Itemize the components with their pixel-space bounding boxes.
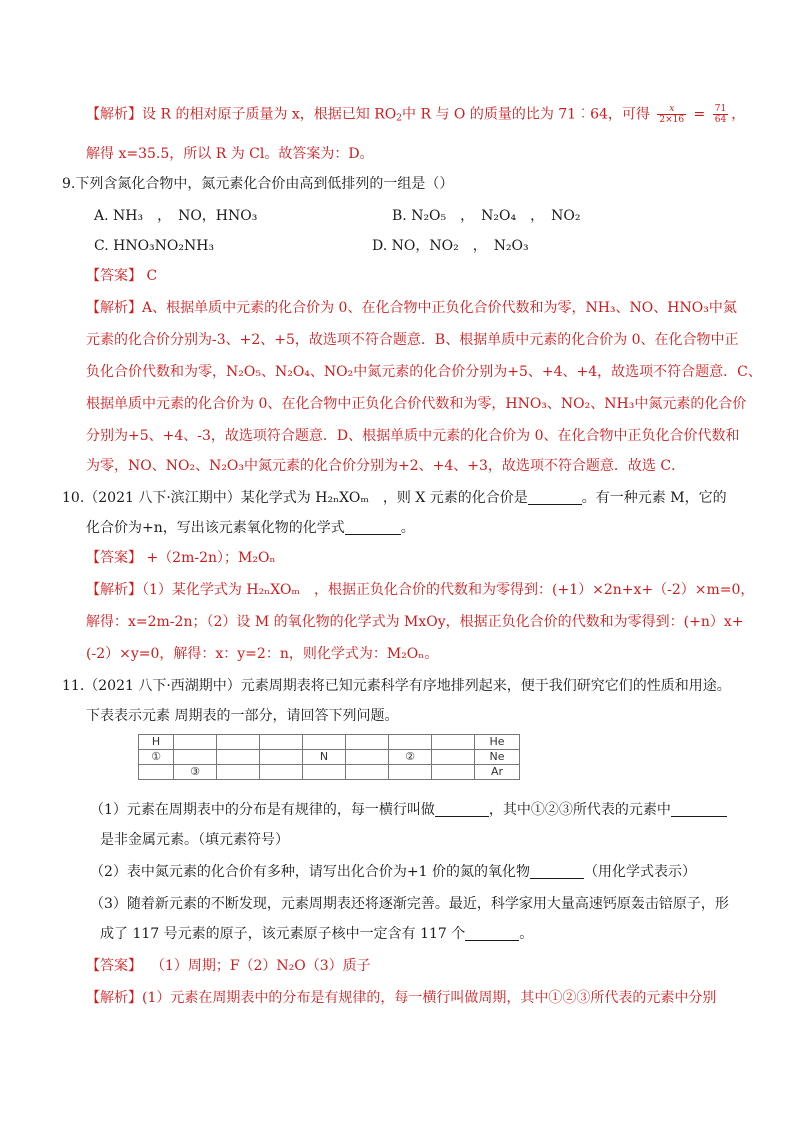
q11-sub3-line2 — [100, 924, 793, 944]
cell-r1-c8 — [432, 735, 475, 750]
q10-blank-1[interactable] — [528, 490, 582, 505]
q11-jiexi-line-1 — [86, 988, 793, 1008]
cell-r2-c6 — [346, 750, 389, 765]
q8-frac1-num: x — [657, 104, 686, 115]
q11-answer-tag: 【答案】 — [86, 958, 142, 974]
q9-option-c: C. HNO₃NO₂NH₃ — [94, 238, 215, 254]
q11-sub2-b: （用化学式表示） — [584, 864, 696, 880]
q8-jiexi-tag: 【解析】 — [86, 106, 142, 123]
q10-blank-2[interactable] — [345, 520, 401, 535]
q11-blank-2[interactable] — [671, 802, 727, 817]
cell-r1-c9: He — [475, 735, 520, 750]
cell-r2-c2 — [174, 750, 217, 765]
q11-stem-line2: 下表表示元素 周期表的一部分，请回答下列问题。 — [86, 708, 399, 724]
q11-blank-3[interactable] — [530, 864, 584, 879]
q10-jiexi-line-2: 解得：x=2m-2n；（2）设 M 的氧化物的化学式为 MxOy，根据正负化合价的代数和为零得到：(+n）x+ — [86, 614, 744, 630]
q9-option-a: A. NH₃ ， NO，HNO₃ — [94, 208, 258, 224]
q10-stem-line2-b: 。 — [400, 520, 415, 536]
q10-jiexi-line-3: (-2）×y=0，解得：x：y=2：n，则化学式为：M₂Oₙ。 — [86, 646, 439, 662]
q11-answer-value: （1）周期；F（2）N₂O（3）质子 — [150, 958, 371, 974]
q8-equals: = — [693, 106, 706, 123]
cell-r2-c5: N — [303, 750, 346, 765]
q8-jiexi-text-c: 中 R 与 O 的质量的比为 71︰64，可得 — [402, 106, 650, 123]
q11-jiexi-text-0: (1）元素在周期表中的分布是有规律的，每一横行叫做周期，其中①②③所代表的元素中分别 — [142, 990, 717, 1006]
cell-r1-c7 — [389, 735, 432, 750]
q11-sub3-b: 。 — [519, 926, 534, 942]
q11-sub2-a: （2）表中氮元素的化合价有多种，请写出化合价为+1 价的氮的氧化物 — [90, 864, 530, 880]
cell-r3-c7 — [389, 765, 432, 780]
q11-sub1-b: ，其中①②③所代表的元素中 — [488, 802, 671, 818]
q8-jiexi-line1 — [86, 104, 793, 125]
cell-r1-c1: H — [139, 735, 174, 750]
q10-stem-line1 — [62, 488, 793, 508]
q8-frac2-den: 64 — [714, 115, 727, 125]
q8-line1-end: ， — [731, 106, 746, 123]
q8-frac2-num: 71 — [714, 104, 727, 114]
q9-jiexi-line-4: 根据单质中元素的化合价为 0、在化合物中正负化合价代数和为零，HNO₃、NO₂、NH₃中氮元素的化合价 — [86, 396, 747, 412]
q10-jiexi-line-1 — [86, 580, 793, 600]
q9-jiexi-line-1 — [86, 298, 793, 318]
cell-r1-c5 — [303, 735, 346, 750]
cell-r2-c8 — [432, 750, 475, 765]
periodic-row-1 — [139, 735, 520, 750]
q9-jiexi-line-6: 为零，NO、NO₂、N₂O₃中氮元素的化合价分别为+2、+4、+3，故选项不符合题意．故选 C． — [86, 458, 686, 474]
periodic-row-2 — [139, 750, 520, 765]
cell-r2-c4 — [260, 750, 303, 765]
q8-fraction-2 — [713, 104, 728, 125]
cell-r3-c1 — [139, 765, 174, 780]
q11-blank-1[interactable] — [435, 802, 489, 817]
q9-answer-value: C — [146, 268, 158, 284]
cell-r2-c1: ① — [139, 750, 174, 765]
cell-r1-c3 — [217, 735, 260, 750]
q10-stem-b: 。有一种元素 M，它的 — [581, 490, 727, 506]
cell-r3-c3 — [217, 765, 260, 780]
q10-jiexi-tag: 【解析】 — [86, 582, 142, 598]
cell-r2-c3 — [217, 750, 260, 765]
q9-jiexi-line-3: 负化合价代数和为零，N₂O₅、N₂O₄、NO₂中氮元素的化合价分别为+5、+4、+4，故选项不符合题意．C、 — [86, 364, 762, 380]
periodic-row-3 — [139, 765, 520, 780]
cell-r2-c7: ② — [389, 750, 432, 765]
q11-answer — [86, 956, 793, 976]
q9-option-b: B. N₂O₅ ， N₂O₄ ， NO₂ — [392, 208, 581, 224]
q9-option-d: D. NO，NO₂ ， N₂O₃ — [372, 238, 529, 254]
q9-jiexi-line-2: 元素的化合价分别为-3、+2、+5，故选项不符合题意．B、根据单质中元素的化合价为 0、在化合物中正 — [86, 332, 739, 348]
q8-frac1-den: 2×16 — [659, 115, 685, 125]
q8-fraction-1 — [657, 104, 686, 125]
cell-r1-c6 — [346, 735, 389, 750]
cell-r3-c8 — [432, 765, 475, 780]
q11-sub2-line — [90, 862, 793, 882]
cell-r1-c2 — [174, 735, 217, 750]
q11-sub1-line2: 是非金属元素。（填元素符号） — [100, 832, 289, 848]
q11-sub1-a: （1）元素在周期表中的分布是有规律的，每一横行叫做 — [90, 802, 435, 818]
q10-answer-value: +（2m-2n）；M₂Oₙ — [146, 550, 276, 566]
q11-jiexi-tag: 【解析】 — [86, 990, 142, 1006]
q11-blank-4[interactable] — [465, 926, 519, 941]
q10-stem-line2 — [86, 518, 793, 538]
q10-answer-tag: 【答案】 — [86, 550, 142, 566]
q10-jiexi-text-0: （1）某化学式为 H₂ₙXOₘ ，根据正负化合价的代数和为零得到：(+1）×2n+x+（-2）×m=0， — [142, 582, 755, 598]
cell-r2-c9: Ne — [475, 750, 520, 765]
q9-stem: 9.下列含氮化合物中，氮元素化合价由高到低排列的一组是（） — [62, 176, 454, 192]
q10-stem-a: 10.（2021 八下·滨江期中）某化学式为 H₂ₙXOₘ ，则 X 元素的化合价是 — [62, 490, 528, 506]
periodic-table-fragment — [138, 734, 520, 780]
q10-answer — [86, 548, 793, 568]
cell-r3-c6 — [346, 765, 389, 780]
q11-stem-line1: 11.（2021 八下·西湖期中）元素周期表将已知元素科学有序地排列起来，便于我们研究它们的性质和用途。 — [62, 678, 731, 694]
q9-jiexi-text-0: A、根据单质中元素的化合价为 0、在化合物中正负化合价代数和为零，NH₃、NO、HNO₃中氮 — [142, 300, 737, 316]
q9-answer-tag: 【答案】 — [86, 268, 142, 284]
q8-jiexi-sub: 2 — [396, 113, 402, 124]
cell-r3-c9: Ar — [475, 765, 520, 780]
q8-jiexi-line2: 解得 x=35.5，所以 R 为 Cl。故答案为：D。 — [86, 146, 374, 162]
q11-sub3-line1: （3）随着新元素的不断发现，元素周期表还将逐渐完善。最近，科学家用大量高速钙原轰击锫原子，形 — [90, 896, 729, 912]
q10-stem-line2-a: 化合价为+n，写出该元素氧化物的化学式 — [86, 520, 345, 536]
cell-r3-c4 — [260, 765, 303, 780]
q11-sub1-line1 — [90, 800, 793, 820]
q8-jiexi-text-a: 设 R 的相对原子质量为 x，根据已知 RO — [142, 106, 397, 123]
q9-jiexi-line-5: 分别为+5、+4、-3，故选项符合题意．D、根据单质中元素的化合价为 0、在化合物中正负化合价代数和 — [86, 428, 740, 444]
cell-r1-c4 — [260, 735, 303, 750]
cell-r3-c2: ③ — [174, 765, 217, 780]
cell-r3-c5 — [303, 765, 346, 780]
q9-jiexi-tag: 【解析】 — [86, 300, 142, 316]
q9-answer — [86, 266, 793, 286]
q11-sub3-a: 成了 117 号元素的原子，该元素原子核中一定含有 117 个 — [100, 926, 466, 942]
